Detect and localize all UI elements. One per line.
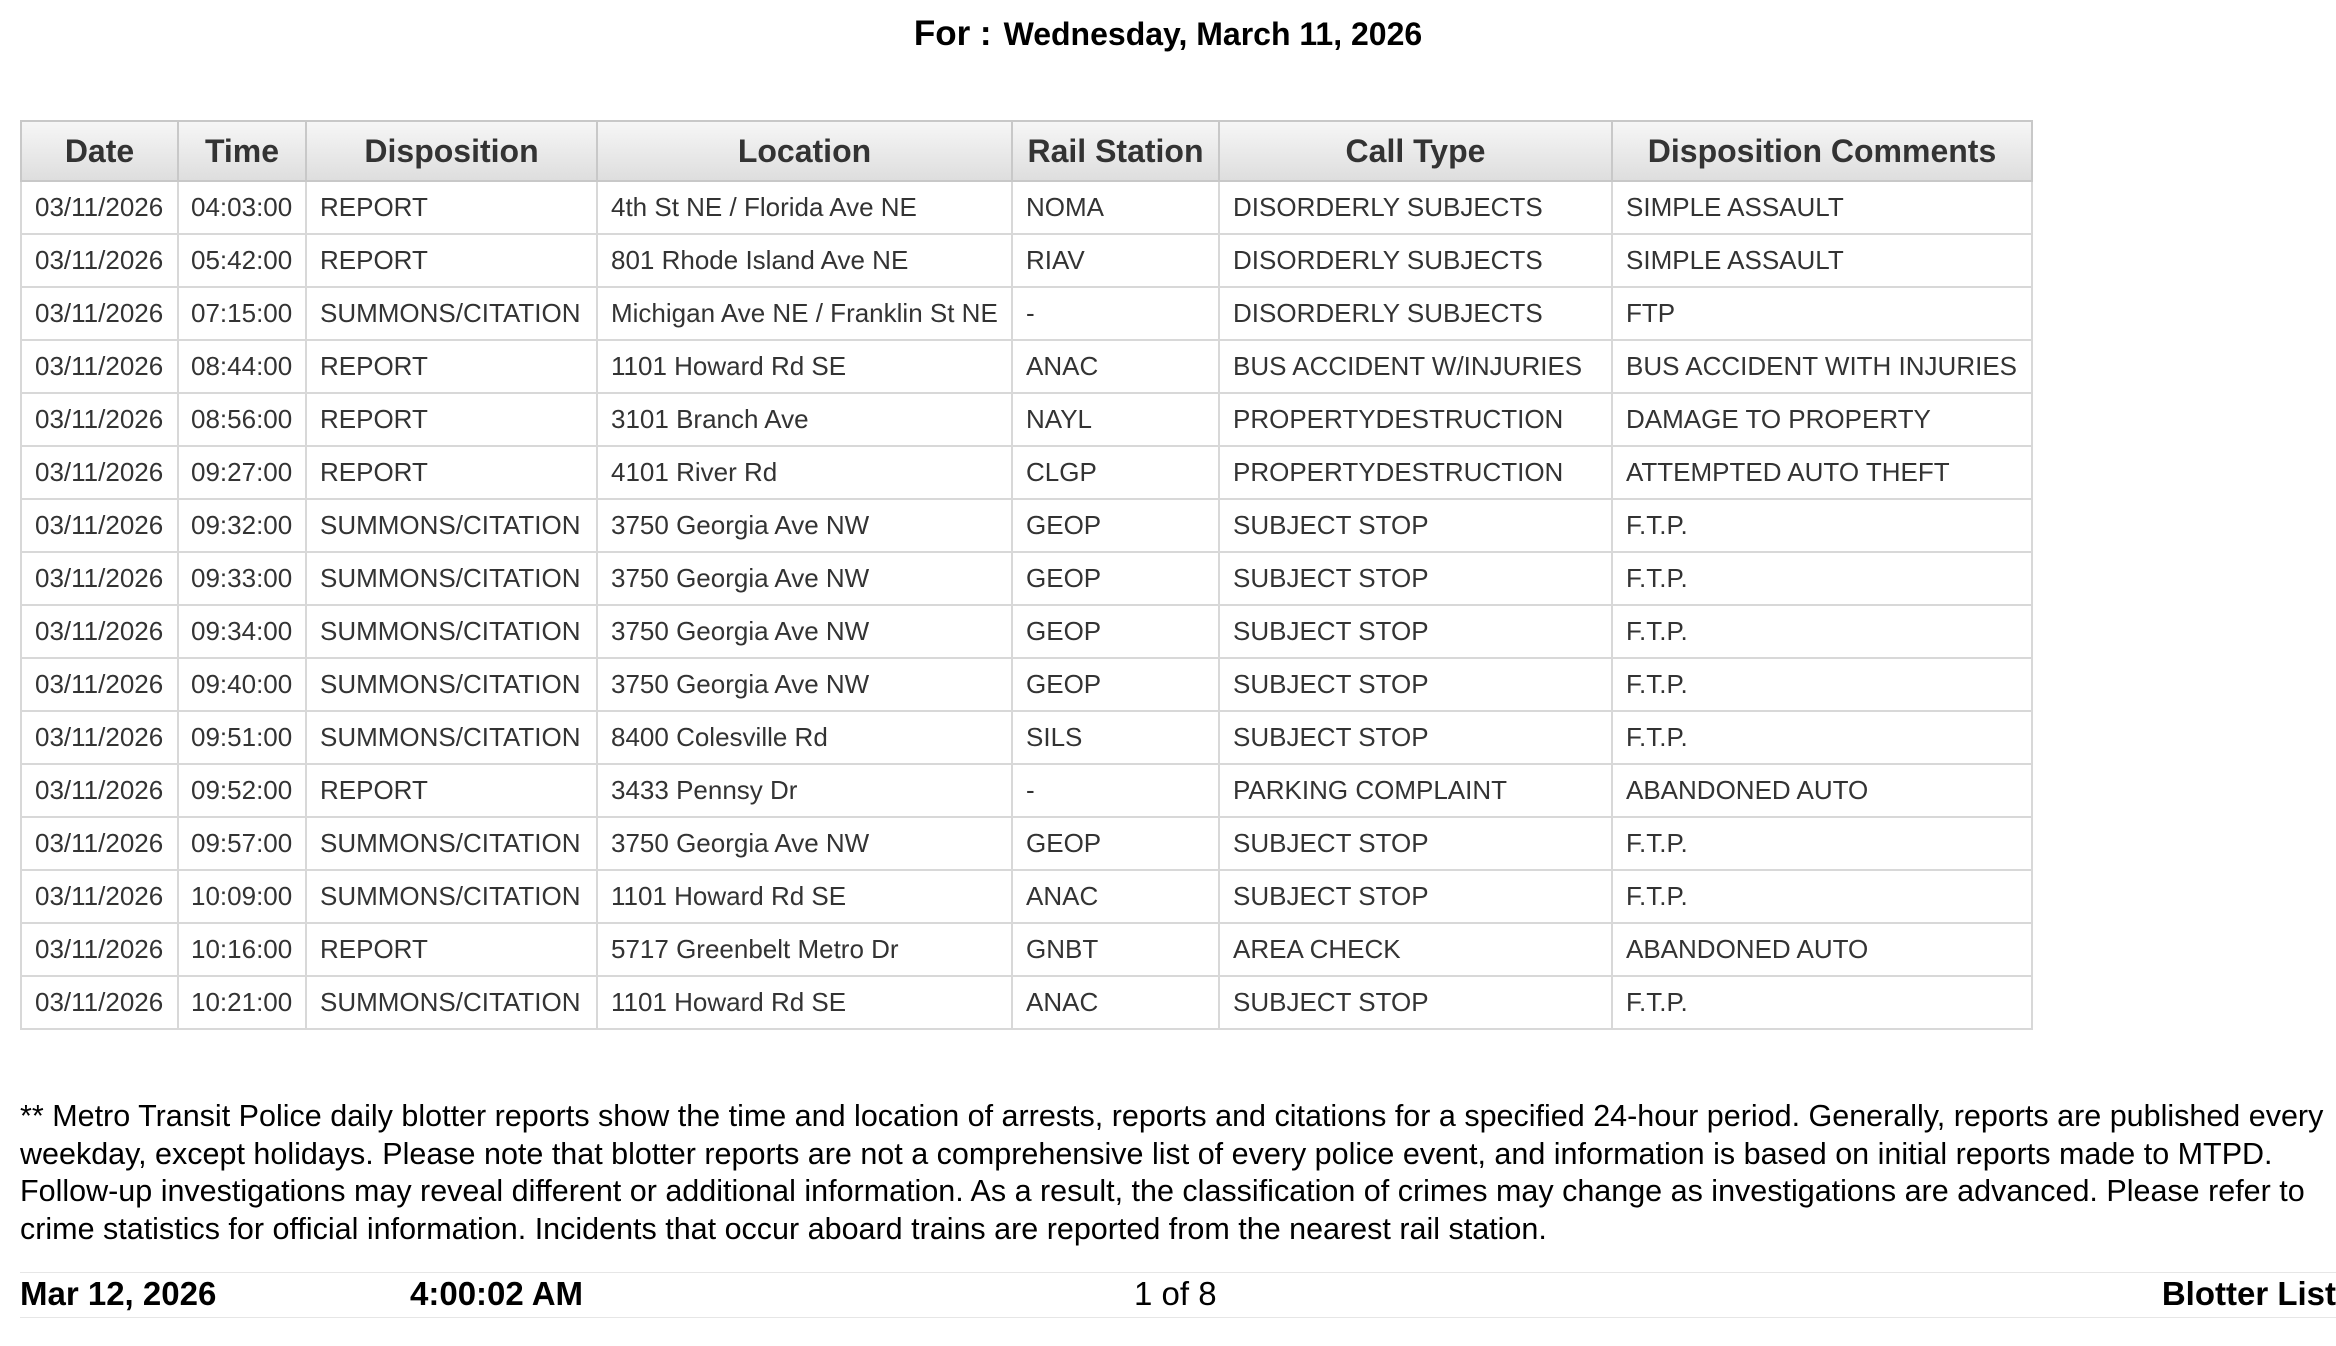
location-cell: 3750 Georgia Ave NW	[597, 658, 1012, 711]
disposition-comments-cell: F.T.P.	[1612, 870, 2032, 923]
table-row	[21, 499, 2032, 552]
call-type-cell: PROPERTYDESTRUCTION	[1219, 393, 1612, 446]
report-date: Wednesday, March 11, 2026	[1003, 16, 1423, 52]
disposition-comments-cell: F.T.P.	[1612, 658, 2032, 711]
rail-station-cell: NOMA	[1012, 181, 1219, 234]
disposition-cell: REPORT	[306, 923, 597, 976]
disposition-cell: REPORT	[306, 234, 597, 287]
time-cell: 09:32:00	[178, 499, 306, 552]
for-label: For :	[913, 14, 992, 53]
call-type-cell: PARKING COMPLAINT	[1219, 764, 1612, 817]
rail-station-cell: GEOP	[1012, 605, 1219, 658]
rail-station-cell: CLGP	[1012, 446, 1219, 499]
table-row	[21, 976, 2032, 1029]
disposition-cell: SUMMONS/CITATION	[306, 817, 597, 870]
date-cell: 03/11/2026	[21, 234, 178, 287]
page-indicator: 1 of 8	[1134, 1275, 1217, 1312]
location-cell: 1101 Howard Rd SE	[597, 340, 1012, 393]
disposition-cell: SUMMONS/CITATION	[306, 552, 597, 605]
call-type-cell: SUBJECT STOP	[1219, 605, 1612, 658]
date-cell: 03/11/2026	[21, 499, 178, 552]
column-header-date: Date	[21, 121, 178, 181]
column-header-disposition: Disposition	[306, 121, 597, 181]
location-cell: 3101 Branch Ave	[597, 393, 1012, 446]
disposition-comments-cell: F.T.P.	[1612, 976, 2032, 1029]
date-cell: 03/11/2026	[21, 976, 178, 1029]
time-cell: 07:15:00	[178, 287, 306, 340]
disposition-comments-cell: F.T.P.	[1612, 605, 2032, 658]
print-date: Mar 12, 2026	[20, 1275, 217, 1312]
time-cell: 10:16:00	[178, 923, 306, 976]
table-body	[21, 181, 2032, 1029]
location-cell: 1101 Howard Rd SE	[597, 976, 1012, 1029]
disposition-cell: SUMMONS/CITATION	[306, 870, 597, 923]
call-type-cell: SUBJECT STOP	[1219, 711, 1612, 764]
date-cell: 03/11/2026	[21, 340, 178, 393]
time-cell: 08:44:00	[178, 340, 306, 393]
table-row	[21, 817, 2032, 870]
disposition-comments-cell: SIMPLE ASSAULT	[1612, 234, 2032, 287]
table-row	[21, 658, 2032, 711]
date-cell: 03/11/2026	[21, 817, 178, 870]
time-cell: 05:42:00	[178, 234, 306, 287]
table-row	[21, 870, 2032, 923]
column-header-time: Time	[178, 121, 306, 181]
call-type-cell: SUBJECT STOP	[1219, 499, 1612, 552]
date-cell: 03/11/2026	[21, 287, 178, 340]
time-cell: 09:27:00	[178, 446, 306, 499]
call-type-cell: SUBJECT STOP	[1219, 870, 1612, 923]
table-row	[21, 340, 2032, 393]
location-cell: 4th St NE / Florida Ave NE	[597, 181, 1012, 234]
disposition-cell: SUMMONS/CITATION	[306, 976, 597, 1029]
column-header-location: Location	[597, 121, 1012, 181]
time-cell: 09:40:00	[178, 658, 306, 711]
rail-station-cell: GEOP	[1012, 552, 1219, 605]
column-header-call-type: Call Type	[1219, 121, 1612, 181]
disclaimer-note: ** Metro Transit Police daily blotter reports show the time and location of arrests, reports and citations for a specified 24-hour period. Generally, reports are published every weekday, except holidays. Please note that blotter reports are not a comprehensive list of every police event, and information is based on initial reports made to MTPD. Follow-up investigations may reveal different or additional information. As a result, the classification of crimes may change as investigations are advanced. Please refer to crime statistics for official information. Incidents that occur aboard trains are reported from the nearest rail station.	[20, 1099, 2324, 1246]
print-time: 4:00:02 AM	[410, 1275, 584, 1312]
call-type-cell: BUS ACCIDENT W/INJURIES	[1219, 340, 1612, 393]
date-cell: 03/11/2026	[21, 870, 178, 923]
disposition-comments-cell: ABANDONED AUTO	[1612, 923, 2032, 976]
call-type-cell: SUBJECT STOP	[1219, 976, 1612, 1029]
disposition-cell: REPORT	[306, 764, 597, 817]
rail-station-cell: ANAC	[1012, 870, 1219, 923]
page-footer	[20, 1272, 2336, 1318]
disposition-cell: SUMMONS/CITATION	[306, 658, 597, 711]
disposition-cell: SUMMONS/CITATION	[306, 287, 597, 340]
call-type-cell: DISORDERLY SUBJECTS	[1219, 181, 1612, 234]
disposition-cell: REPORT	[306, 340, 597, 393]
rail-station-cell: -	[1012, 764, 1219, 817]
rail-station-cell: NAYL	[1012, 393, 1219, 446]
disposition-cell: REPORT	[306, 393, 597, 446]
table-header-row	[21, 121, 2032, 181]
rail-station-cell: SILS	[1012, 711, 1219, 764]
column-header-disposition-comments: Disposition Comments	[1612, 121, 2032, 181]
disposition-comments-cell: F.T.P.	[1612, 552, 2032, 605]
table-row	[21, 605, 2032, 658]
table-row	[21, 711, 2032, 764]
location-cell: 3750 Georgia Ave NW	[597, 605, 1012, 658]
location-cell: Michigan Ave NE / Franklin St NE	[597, 287, 1012, 340]
rail-station-cell: GNBT	[1012, 923, 1219, 976]
location-cell: 3750 Georgia Ave NW	[597, 552, 1012, 605]
date-cell: 03/11/2026	[21, 181, 178, 234]
date-cell: 03/11/2026	[21, 605, 178, 658]
table-row	[21, 764, 2032, 817]
time-cell: 10:09:00	[178, 870, 306, 923]
blotter-table	[20, 120, 2033, 1030]
date-cell: 03/11/2026	[21, 446, 178, 499]
disposition-cell: SUMMONS/CITATION	[306, 711, 597, 764]
rail-station-cell: ANAC	[1012, 340, 1219, 393]
disposition-comments-cell: F.T.P.	[1612, 817, 2032, 870]
disposition-cell: SUMMONS/CITATION	[306, 499, 597, 552]
table-row	[21, 923, 2032, 976]
table-row	[21, 181, 2032, 234]
table-row	[21, 552, 2032, 605]
call-type-cell: DISORDERLY SUBJECTS	[1219, 234, 1612, 287]
location-cell: 1101 Howard Rd SE	[597, 870, 1012, 923]
column-header-rail-station: Rail Station	[1012, 121, 1219, 181]
call-type-cell: SUBJECT STOP	[1219, 552, 1612, 605]
call-type-cell: AREA CHECK	[1219, 923, 1612, 976]
date-cell: 03/11/2026	[21, 764, 178, 817]
disposition-cell: REPORT	[306, 181, 597, 234]
date-cell: 03/11/2026	[21, 552, 178, 605]
location-cell: 4101 River Rd	[597, 446, 1012, 499]
date-cell: 03/11/2026	[21, 393, 178, 446]
location-cell: 3750 Georgia Ave NW	[597, 817, 1012, 870]
disposition-comments-cell: SIMPLE ASSAULT	[1612, 181, 2032, 234]
location-cell: 801 Rhode Island Ave NE	[597, 234, 1012, 287]
disposition-comments-cell: ATTEMPTED AUTO THEFT	[1612, 446, 2032, 499]
table-row	[21, 446, 2032, 499]
table-row	[21, 393, 2032, 446]
time-cell: 09:34:00	[178, 605, 306, 658]
date-cell: 03/11/2026	[21, 658, 178, 711]
time-cell: 04:03:00	[178, 181, 306, 234]
time-cell: 09:52:00	[178, 764, 306, 817]
call-type-cell: SUBJECT STOP	[1219, 817, 1612, 870]
date-cell: 03/11/2026	[21, 711, 178, 764]
time-cell: 09:33:00	[178, 552, 306, 605]
time-cell: 09:51:00	[178, 711, 306, 764]
rail-station-cell: GEOP	[1012, 817, 1219, 870]
disposition-comments-cell: ABANDONED AUTO	[1612, 764, 2032, 817]
disposition-comments-cell: F.T.P.	[1612, 711, 2032, 764]
disposition-comments-cell: BUS ACCIDENT WITH INJURIES	[1612, 340, 2032, 393]
time-cell: 09:57:00	[178, 817, 306, 870]
rail-station-cell: GEOP	[1012, 658, 1219, 711]
table-row	[21, 234, 2032, 287]
call-type-cell: DISORDERLY SUBJECTS	[1219, 287, 1612, 340]
rail-station-cell: ANAC	[1012, 976, 1219, 1029]
date-cell: 03/11/2026	[21, 923, 178, 976]
report-title	[0, 14, 2336, 54]
report-name: Blotter List	[2161, 1275, 2336, 1312]
location-cell: 3750 Georgia Ave NW	[597, 499, 1012, 552]
location-cell: 8400 Colesville Rd	[597, 711, 1012, 764]
disposition-comments-cell: DAMAGE TO PROPERTY	[1612, 393, 2032, 446]
rail-station-cell: -	[1012, 287, 1219, 340]
table-row	[21, 287, 2032, 340]
location-cell: 5717 Greenbelt Metro Dr	[597, 923, 1012, 976]
disposition-cell: SUMMONS/CITATION	[306, 605, 597, 658]
location-cell: 3433 Pennsy Dr	[597, 764, 1012, 817]
call-type-cell: SUBJECT STOP	[1219, 658, 1612, 711]
rail-station-cell: GEOP	[1012, 499, 1219, 552]
call-type-cell: PROPERTYDESTRUCTION	[1219, 446, 1612, 499]
rail-station-cell: RIAV	[1012, 234, 1219, 287]
time-cell: 08:56:00	[178, 393, 306, 446]
time-cell: 10:21:00	[178, 976, 306, 1029]
disposition-comments-cell: FTP	[1612, 287, 2032, 340]
disposition-cell: REPORT	[306, 446, 597, 499]
disposition-comments-cell: F.T.P.	[1612, 499, 2032, 552]
